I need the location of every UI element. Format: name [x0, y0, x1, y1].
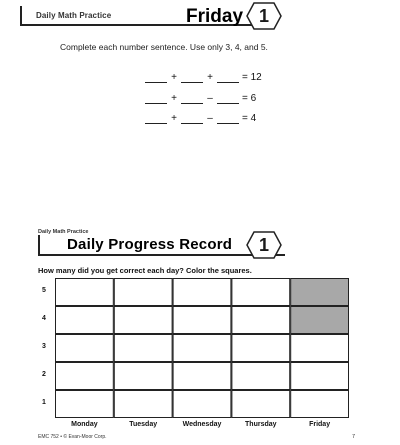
sentence-result: = 6 [242, 93, 257, 104]
number-sentence-2 [145, 92, 295, 104]
level-label: 4 [42, 315, 46, 322]
day-title: Friday [186, 6, 244, 27]
grid-square-monday-5[interactable] [56, 279, 114, 306]
grid-square-monday-3[interactable] [56, 335, 114, 362]
grid-square-friday-5[interactable] [291, 279, 349, 306]
grid-square-tuesday-4[interactable] [114, 307, 172, 334]
level-label: 1 [42, 399, 46, 406]
answer-blank[interactable] [145, 94, 167, 104]
operator: + [207, 72, 213, 83]
day-label: Tuesday [129, 421, 158, 428]
number-sentence-1 [145, 71, 295, 83]
day-label: Thursday [245, 421, 277, 428]
page-number: 7 [352, 434, 356, 440]
instructions: Complete each number sentence. Use only 3, 4, and 5. [60, 42, 268, 52]
week-number: 1 [258, 6, 269, 26]
answer-blank[interactable] [181, 114, 203, 124]
level-label: 5 [42, 287, 46, 294]
progress-grid [42, 278, 349, 428]
answer-blank[interactable] [145, 114, 167, 124]
day-label: Wednesday [182, 421, 222, 428]
operator: – [207, 93, 213, 104]
grid-square-monday-1[interactable] [56, 391, 114, 418]
number-sentence-3 [145, 112, 295, 124]
answer-blank[interactable] [145, 73, 167, 83]
grid-square-friday-1[interactable] [291, 391, 349, 418]
header-divider [20, 6, 22, 26]
answer-blank[interactable] [217, 114, 239, 124]
header-divider [38, 235, 40, 255]
grid-square-wednesday-5[interactable] [173, 279, 231, 306]
answer-blank[interactable] [217, 73, 239, 83]
answer-blank[interactable] [217, 94, 239, 104]
grid-square-wednesday-1[interactable] [173, 391, 231, 418]
grid-square-friday-2[interactable] [291, 363, 349, 390]
progress-week-hexagon-badge [246, 231, 282, 259]
series-label: Daily Math Practice [36, 11, 112, 20]
grid-square-wednesday-4[interactable] [173, 307, 231, 334]
level-label: 3 [42, 343, 46, 350]
grid-square-monday-2[interactable] [56, 363, 114, 390]
footer-copyright: EMC 752 • © Evan-Moor Corp. [38, 434, 107, 440]
grid-square-tuesday-5[interactable] [114, 279, 172, 306]
level-label: 2 [42, 371, 46, 378]
progress-title: Daily Progress Record [67, 236, 233, 253]
sentence-result: = 12 [242, 72, 262, 83]
grid-square-thursday-4[interactable] [232, 307, 290, 334]
day-label: Friday [309, 421, 331, 428]
grid-square-thursday-5[interactable] [232, 279, 290, 306]
progress-question: How many did you get correct each day? Color the squares. [38, 266, 252, 275]
sentence-result: = 4 [242, 113, 257, 124]
grid-square-thursday-1[interactable] [232, 391, 290, 418]
operator: + [171, 72, 177, 83]
grid-square-tuesday-2[interactable] [114, 363, 172, 390]
operator: – [207, 113, 213, 124]
grid-square-wednesday-3[interactable] [173, 335, 231, 362]
progress-series-label: Daily Math Practice [38, 229, 89, 235]
progress-grid-canvas [55, 278, 349, 418]
grid-square-friday-3[interactable] [291, 335, 349, 362]
week-hexagon-badge [246, 2, 282, 30]
progress-week-number: 1 [258, 235, 269, 255]
grid-square-tuesday-1[interactable] [114, 391, 172, 418]
grid-square-monday-4[interactable] [56, 307, 114, 334]
grid-square-thursday-3[interactable] [232, 335, 290, 362]
operator: + [171, 113, 177, 124]
day-label: Monday [71, 421, 98, 428]
answer-blank[interactable] [181, 73, 203, 83]
answer-blank[interactable] [181, 94, 203, 104]
grid-square-thursday-2[interactable] [232, 363, 290, 390]
grid-square-wednesday-2[interactable] [173, 363, 231, 390]
grid-square-friday-4[interactable] [291, 307, 349, 334]
operator: + [171, 93, 177, 104]
grid-square-tuesday-3[interactable] [114, 335, 172, 362]
